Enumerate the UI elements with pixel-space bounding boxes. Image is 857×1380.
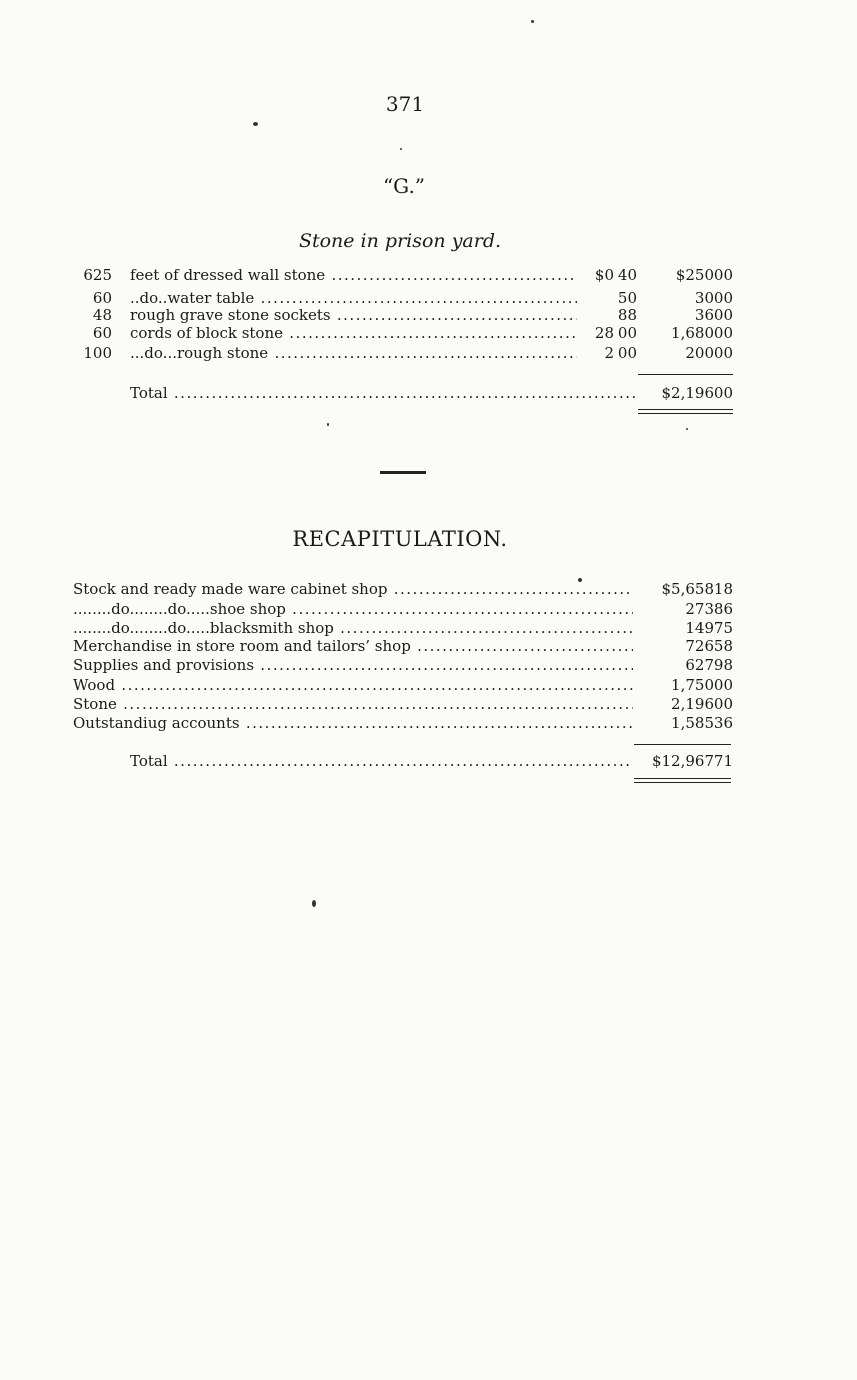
row-rate-cents: 88 (617, 306, 637, 324)
row-description: feet of dressed wall stone ..... (130, 266, 577, 285)
row-amount-dollars: 149 (685, 619, 714, 637)
row-amount-cents: 00 (713, 306, 733, 324)
row-quantity: 48 (92, 306, 112, 324)
total-double-rule-top (638, 409, 733, 410)
row-amount-dollars: 627 (685, 656, 714, 674)
section-divider (380, 471, 426, 474)
scan-speck (400, 148, 402, 150)
table-row (0, 324, 857, 343)
row-description: Stone ..... (73, 695, 633, 714)
page-number: 371 (385, 92, 425, 116)
scan-speck (253, 122, 258, 126)
total-label: Total ..... (130, 384, 635, 403)
row-quantity: 60 (92, 289, 112, 307)
subtotal-rule (638, 374, 733, 375)
row-amount-cents: 36 (713, 714, 733, 732)
table-row (0, 714, 857, 733)
row-amount-dollars: 726 (685, 637, 714, 655)
row-amount-cents: 00 (713, 344, 733, 362)
row-rate-cents: 40 (617, 266, 637, 284)
row-amount-cents: 98 (713, 656, 733, 674)
total-label: Total ..... (130, 752, 633, 771)
row-description: Merchandise in store room and tailors’ shop ..... (73, 637, 633, 656)
recap-total-row (0, 752, 857, 771)
row-amount-dollars: 30 (694, 289, 714, 307)
row-amount-cents: 00 (713, 695, 733, 713)
row-rate-cents: 00 (617, 344, 637, 362)
table-row (0, 637, 857, 656)
stone-section-title: Stone in prison yard. (298, 230, 502, 252)
row-amount-cents: 00 (713, 266, 733, 284)
row-amount-dollars: 2,196 (671, 695, 714, 713)
row-amount-cents: 00 (713, 324, 733, 342)
row-amount-cents: 18 (713, 580, 733, 598)
table-row (0, 695, 857, 714)
row-rate-cents: 00 (617, 324, 637, 342)
table-row (0, 266, 857, 285)
total-double-rule-top (634, 778, 731, 779)
row-amount-cents: 00 (713, 676, 733, 694)
row-description: cords of block stone ..... (130, 324, 577, 343)
stone-total-row (0, 384, 857, 403)
row-description: ...do...rough stone ..... (130, 344, 577, 363)
row-amount-dollars: 1,750 (671, 676, 714, 694)
row-amount-dollars: $5,658 (661, 580, 714, 598)
row-description: rough grave stone sockets ..... (130, 306, 577, 325)
row-description: ........do........do.....blacksmith shop ..... (73, 619, 633, 638)
table-row (0, 656, 857, 675)
row-quantity: 60 (92, 324, 112, 342)
total-dollars: $12,967 (651, 752, 714, 770)
scan-speck (312, 900, 316, 907)
table-row (0, 306, 857, 325)
subtotal-rule (634, 744, 731, 745)
total-cents: 00 (713, 384, 733, 402)
row-amount-dollars: 1,680 (671, 324, 714, 342)
table-row (0, 600, 857, 619)
row-rate-dollars: 28 (594, 324, 614, 342)
scan-speck (578, 578, 582, 582)
total-dollars: $2,196 (661, 384, 714, 402)
row-amount-dollars: 200 (685, 344, 714, 362)
row-description: Outstandiug accounts ..... (73, 714, 633, 733)
row-amount-dollars: 36 (694, 306, 714, 324)
row-rate-dollars: $0 (594, 266, 614, 284)
row-rate-cents: 50 (617, 289, 637, 307)
row-quantity: 100 (83, 344, 112, 362)
row-description: ........do........do.....shoe shop ..... (73, 600, 633, 619)
row-amount-cents: 00 (713, 289, 733, 307)
row-amount-dollars: $250 (675, 266, 714, 284)
recapitulation-title: RECAPITULATION. (292, 527, 508, 551)
row-amount-cents: 75 (713, 619, 733, 637)
scan-speck (327, 423, 329, 426)
row-amount-cents: 86 (713, 600, 733, 618)
table-row (0, 619, 857, 638)
row-quantity: 625 (83, 266, 112, 284)
total-cents: 71 (713, 752, 733, 770)
row-amount-cents: 58 (713, 637, 733, 655)
table-row (0, 344, 857, 363)
total-double-rule-bottom (638, 413, 733, 414)
table-row (0, 676, 857, 695)
table-row (0, 580, 857, 599)
row-amount-dollars: 1,585 (671, 714, 714, 732)
row-description: Wood ..... (73, 676, 633, 695)
scan-speck (686, 428, 688, 430)
row-description: Supplies and provisions ..... (73, 656, 633, 675)
scan-speck (531, 20, 534, 23)
total-double-rule-bottom (634, 782, 731, 783)
row-amount-dollars: 273 (685, 600, 714, 618)
section-label: “G.” (382, 174, 426, 198)
row-rate-dollars: 2 (604, 344, 614, 362)
row-description: Stock and ready made ware cabinet shop ..... (73, 580, 633, 599)
row-description: ..do..water table ..... (130, 289, 577, 308)
